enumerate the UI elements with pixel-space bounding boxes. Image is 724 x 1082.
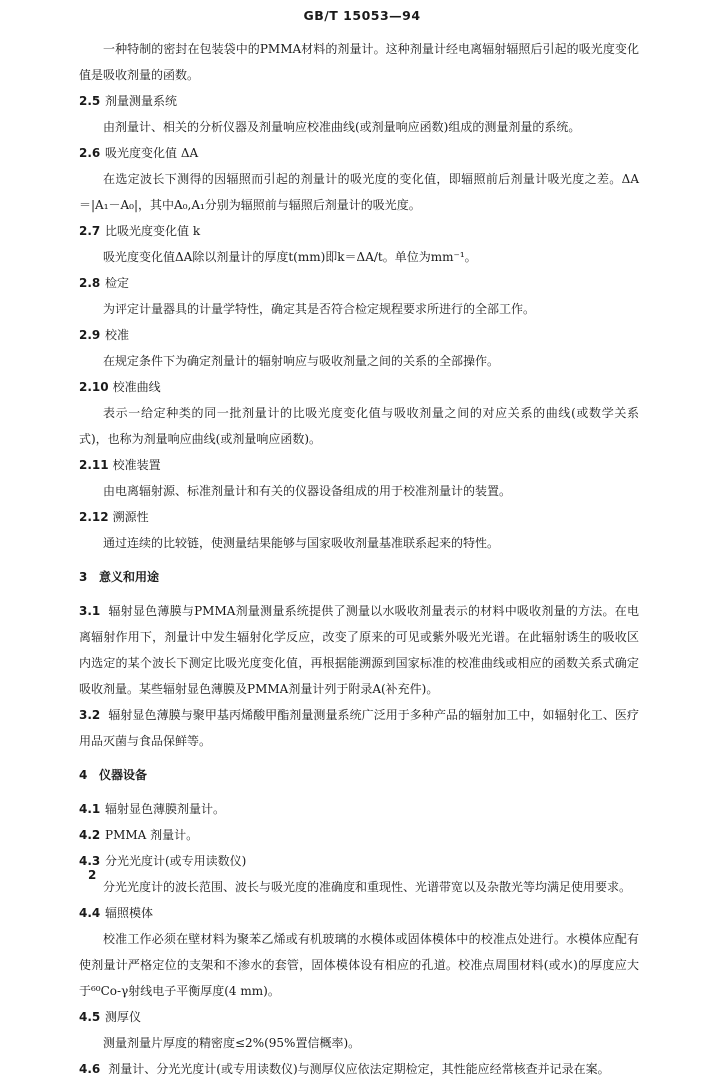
intro-paragraph: 一种特制的密封在包装袋中的PMMA材料的剂量计。这种剂量计经电离辐射辐照后引起的吸光度变化值是吸收剂量的函数。 [79, 42, 639, 82]
clause-number: 2.8 [79, 276, 101, 290]
clause-text: 测量剂量片厚度的精密度≤2%(95%置信概率)。 [103, 1036, 361, 1050]
clause-title: 校准装置 [112, 458, 161, 472]
clause-number: 2.7 [79, 224, 101, 238]
clause-title: 比吸光度变化值 k [105, 224, 201, 238]
clause-text: 表示一给定种类的同一批剂量计的比吸光度变化值与吸收剂量之间的对应关系的曲线(或数学关系式)，也称为剂量响应曲线(或剂量响应函数)。 [79, 406, 639, 446]
definition-2-8 [79, 270, 639, 322]
clause-text: 由电离辐射源、标准剂量计和有关的仪器设备组成的用于校准剂量计的装置。 [103, 484, 512, 498]
standard-code-header: GB/T 15053—94 [303, 8, 421, 23]
clause-heading [79, 1004, 639, 1030]
clause-4-5 [79, 1004, 639, 1056]
clause-text: 由剂量计、相关的分析仪器及剂量响应校准曲线(或剂量响应函数)组成的测量剂量的系统。 [103, 120, 581, 134]
clause-heading [79, 322, 639, 348]
page-number: 2 [88, 868, 97, 882]
clause-text: 校准工作必须在壁材料为聚苯乙烯或有机玻璃的水模体或固体模体中的校准点处进行。水模体应配有使剂量计严格定位的支架和不渗水的套管，固体模体设有相应的孔道。校准点周围材料(或水)的厚度应大于⁶⁰Co-γ射线电子平衡厚度(4 mm)。 [79, 932, 639, 998]
clause-title: 检定 [105, 276, 130, 290]
clause-title: PMMA 剂量计。 [105, 828, 199, 842]
clause-4-2 [79, 822, 639, 848]
section-title: 意义和用途 [99, 570, 160, 584]
clause-title: 溯源性 [112, 510, 149, 524]
clause-number: 2.12 [79, 510, 109, 524]
clause-number: 2.6 [79, 146, 101, 160]
document-body [79, 36, 639, 1082]
clause-number: 2.10 [79, 380, 109, 394]
definition-2-9 [79, 322, 639, 374]
clause-3-2 [79, 702, 639, 754]
clause-heading [79, 270, 639, 296]
clause-text: 分光光度计的波长范围、波长与吸光度的准确度和重现性、光谱带宽以及杂散光等均满足使用要求。 [103, 880, 632, 894]
definition-2-5 [79, 88, 639, 140]
clause-4-3 [79, 848, 639, 900]
clause-number: 2.11 [79, 458, 109, 472]
clause-title: 剂量测量系统 [105, 94, 178, 108]
definition-2-7 [79, 218, 639, 270]
clause-title: 辐射显色薄膜剂量计。 [105, 802, 226, 816]
clause-text: 辐射显色薄膜与聚甲基丙烯酸甲酯剂量测量系统广泛用于多种产品的辐射加工中，如辐射化工、医疗用品灭菌与食品保鲜等。 [79, 708, 639, 748]
clause-title: 分光光度计(或专用读数仪) [105, 854, 247, 868]
clause-number: 4.2 [79, 828, 101, 842]
clause-4-1 [79, 796, 639, 822]
section-number: 3 [79, 570, 88, 584]
clause-text: 在规定条件下为确定剂量计的辐射响应与吸收剂量之间的关系的全部操作。 [103, 354, 500, 368]
clause-3-1 [79, 598, 639, 702]
clause-number: 4.5 [79, 1010, 101, 1024]
clause-4-6 [79, 1056, 639, 1082]
definition-2-11 [79, 452, 639, 504]
definition-2-10 [79, 374, 639, 452]
clause-number: 4.4 [79, 906, 101, 920]
clause-number: 4.6 [79, 1062, 101, 1076]
clause-title: 测厚仪 [105, 1010, 142, 1024]
clause-text: 为评定计量器具的计量学特性，确定其是否符合检定规程要求所进行的全部工作。 [103, 302, 536, 316]
clause-number: 3.1 [79, 604, 101, 618]
clause-heading [79, 452, 639, 478]
clause-heading [79, 848, 639, 874]
clause-text: 剂量计、分光光度计(或专用读数仪)与测厚仪应依法定期检定，其性能应经常核查并记录在案。 [108, 1062, 610, 1076]
section-3-heading [79, 564, 639, 590]
clause-title: 辐照模体 [105, 906, 154, 920]
clause-number: 3.2 [79, 708, 101, 722]
clause-heading [79, 140, 639, 166]
clause-heading [79, 218, 639, 244]
section-4-heading [79, 762, 639, 788]
clause-heading [79, 504, 639, 530]
clause-text: 通过连续的比较链，使测量结果能够与国家吸收剂量基准联系起来的特性。 [103, 536, 500, 550]
clause-title: 校准 [105, 328, 130, 342]
clause-number: 2.5 [79, 94, 101, 108]
clause-number: 2.9 [79, 328, 101, 342]
clause-text: 在选定波长下测得的因辐照而引起的剂量计的吸光度的变化值，即辐照前后剂量计吸光度之差。ΔA＝|A₁－A₀|，其中A₀,A₁分别为辐照前与辐照后剂量计的吸光度。 [79, 172, 639, 212]
clause-4-4 [79, 900, 639, 1004]
section-number: 4 [79, 768, 88, 782]
clause-number: 4.1 [79, 802, 101, 816]
definition-2-6 [79, 140, 639, 218]
clause-heading [79, 88, 639, 114]
clause-heading [79, 900, 639, 926]
section-title: 仪器设备 [99, 768, 148, 782]
definition-2-12 [79, 504, 639, 556]
clause-number: 4.3 [79, 854, 101, 868]
clause-heading [79, 374, 639, 400]
clause-title: 吸光度变化值 ΔA [105, 146, 199, 160]
clause-text: 辐射显色薄膜与PMMA剂量测量系统提供了测量以水吸收剂量表示的材料中吸收剂量的方法。在电离辐射作用下，剂量计中发生辐射化学反应，改变了原来的可见或紫外吸光光谱。在此辐射诱生的吸收区内选定的某个波长下测定比吸光度变化值，再根据能溯源到国家标准的校准曲线或相应的函数关系式确定吸收剂量。某些辐射显色薄膜及PMMA剂量计列于附录A(补充件)。 [79, 604, 639, 696]
clause-text: 吸光度变化值ΔA除以剂量计的厚度t(mm)即k＝ΔA/t。单位为mm⁻¹。 [103, 250, 477, 264]
clause-title: 校准曲线 [112, 380, 161, 394]
